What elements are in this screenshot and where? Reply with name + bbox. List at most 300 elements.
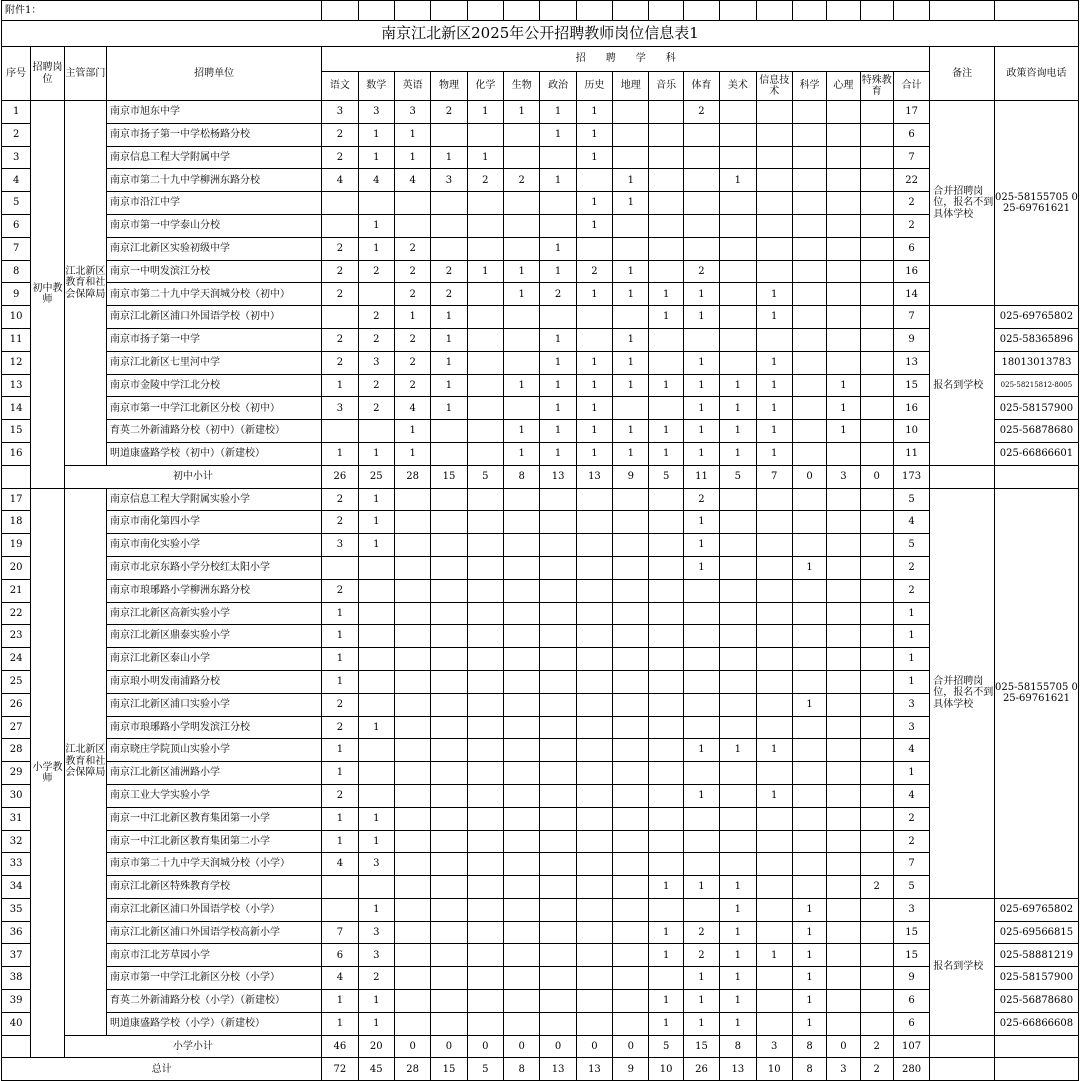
subtotal-cell: 7 <box>756 465 792 488</box>
header-phone: 政策咨询电话 <box>994 47 1078 101</box>
unit-name: 南京市琅琊路小学明发滨江分校 <box>107 716 322 739</box>
count-cell: 1 <box>756 283 792 306</box>
count-cell: 1 <box>756 420 792 443</box>
count-cell <box>613 762 649 785</box>
count-cell <box>860 283 893 306</box>
count-cell <box>756 534 792 557</box>
count-cell <box>431 420 467 443</box>
count-cell: 2 <box>431 283 467 306</box>
count-cell: 1 <box>827 374 860 397</box>
count-cell: 3 <box>322 397 358 420</box>
count-cell <box>649 898 683 921</box>
count-cell <box>683 146 719 169</box>
count-cell <box>860 328 893 351</box>
count-cell: 2 <box>394 351 430 374</box>
count-cell <box>394 784 430 807</box>
table-row <box>2 488 1079 511</box>
count-cell <box>431 579 467 602</box>
count-cell: 2 <box>322 123 358 146</box>
row-seq: 26 <box>2 693 31 716</box>
count-cell <box>431 944 467 967</box>
count-cell: 2 <box>893 579 929 602</box>
blank-cell <box>2 1035 31 1058</box>
total-cell: 8 <box>504 1058 540 1081</box>
table-row <box>2 123 1079 146</box>
count-cell: 4 <box>394 397 430 420</box>
count-cell <box>860 784 893 807</box>
subtotal-label: 小学小计 <box>64 1035 322 1058</box>
count-cell <box>613 101 649 124</box>
subtotal-cell: 0 <box>431 1035 467 1058</box>
count-cell <box>467 807 503 830</box>
total-cell: 26 <box>683 1058 719 1081</box>
count-cell <box>394 534 430 557</box>
total-cell: 13 <box>720 1058 756 1081</box>
count-cell <box>613 488 649 511</box>
unit-name: 南京江北新区浦口外国语学校高新小学 <box>107 921 322 944</box>
count-cell <box>540 693 576 716</box>
count-cell <box>756 214 792 237</box>
count-cell <box>576 306 612 329</box>
total-cell: 8 <box>792 1058 826 1081</box>
count-cell <box>720 762 756 785</box>
count-cell <box>394 693 430 716</box>
count-cell <box>827 511 860 534</box>
count-cell: 1 <box>613 351 649 374</box>
count-cell <box>394 214 430 237</box>
count-cell <box>720 693 756 716</box>
count-cell <box>756 625 792 648</box>
count-cell: 1 <box>792 556 826 579</box>
total-row <box>2 1058 1079 1081</box>
count-cell: 1 <box>322 648 358 671</box>
count-cell <box>683 328 719 351</box>
subtotal-cell: 0 <box>860 465 893 488</box>
count-cell: 3 <box>893 716 929 739</box>
count-cell <box>827 625 860 648</box>
table-row <box>2 328 1079 351</box>
count-cell <box>576 625 612 648</box>
count-cell: 1 <box>683 784 719 807</box>
count-cell <box>540 511 576 534</box>
count-cell <box>467 670 503 693</box>
row-seq: 30 <box>2 784 31 807</box>
header-subject: 美术 <box>720 72 756 101</box>
count-cell: 1 <box>576 420 612 443</box>
unit-name: 南京市北京东路小学分校红太阳小学 <box>107 556 322 579</box>
subtotal-cell: 25 <box>358 465 394 488</box>
count-cell <box>683 192 719 215</box>
count-cell <box>860 306 893 329</box>
count-cell: 1 <box>394 306 430 329</box>
count-cell <box>394 556 430 579</box>
count-cell: 2 <box>322 237 358 260</box>
count-cell: 1 <box>720 739 756 762</box>
count-cell <box>540 579 576 602</box>
count-cell <box>860 807 893 830</box>
count-cell <box>540 602 576 625</box>
count-cell: 3 <box>893 693 929 716</box>
count-cell <box>756 123 792 146</box>
count-cell: 5 <box>893 876 929 899</box>
table-row <box>2 830 1079 853</box>
unit-name: 南京江北新区特殊教育学校 <box>107 876 322 899</box>
count-cell <box>860 534 893 557</box>
count-cell: 2 <box>394 374 430 397</box>
count-cell <box>358 784 394 807</box>
count-cell <box>504 1012 540 1035</box>
count-cell: 1 <box>756 306 792 329</box>
subtotal-cell: 15 <box>431 465 467 488</box>
header-subject: 体育 <box>683 72 719 101</box>
count-cell: 1 <box>792 898 826 921</box>
count-cell <box>322 214 358 237</box>
count-cell <box>431 693 467 716</box>
header-remark: 备注 <box>930 47 995 101</box>
count-cell: 2 <box>860 876 893 899</box>
count-cell <box>792 283 826 306</box>
blank-cell <box>930 1035 995 1058</box>
count-cell <box>756 169 792 192</box>
count-cell: 1 <box>358 511 394 534</box>
count-cell: 1 <box>893 602 929 625</box>
count-cell <box>467 511 503 534</box>
count-cell: 1 <box>358 534 394 557</box>
table-row <box>2 420 1079 443</box>
count-cell: 1 <box>576 351 612 374</box>
blank-cell <box>994 1058 1078 1081</box>
count-cell <box>683 169 719 192</box>
count-cell: 3 <box>322 101 358 124</box>
count-cell: 1 <box>720 397 756 420</box>
count-cell <box>504 214 540 237</box>
count-cell <box>649 123 683 146</box>
phone-cell: 025-66866608 <box>994 1012 1078 1035</box>
count-cell <box>613 534 649 557</box>
count-cell <box>613 830 649 853</box>
row-seq: 39 <box>2 990 31 1013</box>
subtotal-cell: 0 <box>504 1035 540 1058</box>
count-cell <box>860 511 893 534</box>
count-cell: 2 <box>540 283 576 306</box>
table-row <box>2 762 1079 785</box>
count-cell <box>756 328 792 351</box>
count-cell: 2 <box>394 283 430 306</box>
table-row <box>2 374 1079 397</box>
table-row <box>2 625 1079 648</box>
count-cell: 1 <box>792 921 826 944</box>
count-cell <box>683 762 719 785</box>
count-cell: 1 <box>467 260 503 283</box>
count-cell: 2 <box>322 488 358 511</box>
count-cell <box>467 192 503 215</box>
table-row <box>2 648 1079 671</box>
count-cell: 1 <box>394 123 430 146</box>
count-cell <box>720 534 756 557</box>
count-cell <box>504 306 540 329</box>
count-cell <box>576 990 612 1013</box>
count-cell <box>720 260 756 283</box>
count-cell <box>683 830 719 853</box>
count-cell <box>792 739 826 762</box>
table-row <box>2 237 1079 260</box>
count-cell <box>467 853 503 876</box>
row-seq: 5 <box>2 192 31 215</box>
header-subject: 语文 <box>322 72 358 101</box>
subtotal-cell: 0 <box>394 1035 430 1058</box>
blank-cell <box>994 1035 1078 1058</box>
table-row <box>2 967 1079 990</box>
count-cell <box>792 716 826 739</box>
count-cell <box>720 192 756 215</box>
count-cell: 3 <box>431 169 467 192</box>
count-cell <box>540 967 576 990</box>
title-row <box>2 21 1079 47</box>
count-cell <box>504 990 540 1013</box>
count-cell <box>827 739 860 762</box>
count-cell <box>792 169 826 192</box>
count-cell <box>860 670 893 693</box>
count-cell <box>613 921 649 944</box>
count-cell <box>576 1012 612 1035</box>
table-row <box>2 693 1079 716</box>
count-cell <box>613 214 649 237</box>
phone-cell: 025-58155705 025-69761621 <box>994 488 1078 898</box>
count-cell: 1 <box>893 625 929 648</box>
count-cell <box>431 876 467 899</box>
unit-name: 南京市金陵中学江北分校 <box>107 374 322 397</box>
count-cell <box>613 990 649 1013</box>
count-cell <box>756 260 792 283</box>
count-cell <box>756 648 792 671</box>
count-cell: 1 <box>540 328 576 351</box>
count-cell <box>613 556 649 579</box>
count-cell <box>576 328 612 351</box>
unit-name: 南京江北新区浦洲路小学 <box>107 762 322 785</box>
table-row <box>2 214 1079 237</box>
subtotal-cell: 0 <box>792 465 826 488</box>
count-cell: 1 <box>576 146 612 169</box>
count-cell <box>860 967 893 990</box>
count-cell <box>540 488 576 511</box>
count-cell: 4 <box>358 169 394 192</box>
count-cell <box>540 853 576 876</box>
count-cell: 1 <box>649 944 683 967</box>
unit-name: 南京市扬子第一中学 <box>107 328 322 351</box>
count-cell: 7 <box>893 853 929 876</box>
unit-name: 南京江北新区鼎泰实验小学 <box>107 625 322 648</box>
count-cell <box>467 374 503 397</box>
count-cell: 1 <box>683 306 719 329</box>
count-cell: 2 <box>431 101 467 124</box>
count-cell <box>322 192 358 215</box>
count-cell: 1 <box>431 397 467 420</box>
count-cell <box>394 990 430 1013</box>
count-cell: 2 <box>358 374 394 397</box>
count-cell <box>860 397 893 420</box>
count-cell <box>431 602 467 625</box>
count-cell <box>827 807 860 830</box>
subtotal-cell: 3 <box>827 465 860 488</box>
count-cell <box>467 830 503 853</box>
unit-name: 南京市第二十九中学天润城分校（小学） <box>107 853 322 876</box>
count-cell: 1 <box>683 420 719 443</box>
count-cell <box>827 260 860 283</box>
count-cell: 1 <box>720 169 756 192</box>
count-cell: 2 <box>893 556 929 579</box>
count-cell <box>576 853 612 876</box>
table-row <box>2 716 1079 739</box>
count-cell <box>540 648 576 671</box>
total-cell: 13 <box>540 1058 576 1081</box>
count-cell <box>860 556 893 579</box>
count-cell: 1 <box>792 944 826 967</box>
count-cell: 1 <box>893 762 929 785</box>
subtotal-label: 初中小计 <box>64 465 322 488</box>
count-cell: 3 <box>394 101 430 124</box>
count-cell <box>467 898 503 921</box>
count-cell: 4 <box>394 169 430 192</box>
count-cell <box>649 169 683 192</box>
count-cell <box>576 784 612 807</box>
unit-name: 南京市南化实验小学 <box>107 534 322 557</box>
count-cell <box>860 898 893 921</box>
count-cell: 4 <box>893 784 929 807</box>
count-cell <box>756 556 792 579</box>
count-cell: 1 <box>792 967 826 990</box>
row-seq: 16 <box>2 442 31 465</box>
count-cell <box>431 442 467 465</box>
unit-name: 南京江北新区泰山小学 <box>107 648 322 671</box>
count-cell: 1 <box>683 739 719 762</box>
count-cell <box>613 306 649 329</box>
unit-name: 明道康盛路学校（初中）（新建校） <box>107 442 322 465</box>
count-cell <box>322 420 358 443</box>
count-cell: 1 <box>504 101 540 124</box>
count-cell: 1 <box>576 374 612 397</box>
subtotal-row <box>2 465 1079 488</box>
count-cell <box>756 693 792 716</box>
count-cell <box>756 876 792 899</box>
unit-name: 南京江北新区浦口外国语学校（小学） <box>107 898 322 921</box>
count-cell: 1 <box>322 1012 358 1035</box>
count-cell: 1 <box>322 990 358 1013</box>
total-cell: 13 <box>576 1058 612 1081</box>
count-cell <box>720 716 756 739</box>
count-cell <box>792 579 826 602</box>
subtotal-cell: 0 <box>576 1035 612 1058</box>
count-cell <box>394 192 430 215</box>
count-cell <box>649 101 683 124</box>
count-cell <box>540 670 576 693</box>
count-cell: 1 <box>467 146 503 169</box>
count-cell: 2 <box>893 807 929 830</box>
count-cell: 2 <box>322 351 358 374</box>
count-cell: 1 <box>720 374 756 397</box>
table-row <box>2 876 1079 899</box>
count-cell <box>504 807 540 830</box>
total-cell: 5 <box>467 1058 503 1081</box>
count-cell: 1 <box>540 123 576 146</box>
count-cell <box>649 397 683 420</box>
unit-name: 南京一中江北新区教育集团第二小学 <box>107 830 322 853</box>
count-cell: 1 <box>827 397 860 420</box>
count-cell <box>827 693 860 716</box>
count-cell <box>860 374 893 397</box>
row-seq: 29 <box>2 762 31 785</box>
count-cell: 1 <box>756 442 792 465</box>
subtotal-cell: 3 <box>756 1035 792 1058</box>
count-cell: 1 <box>322 625 358 648</box>
row-seq: 13 <box>2 374 31 397</box>
table-row <box>2 807 1079 830</box>
count-cell <box>576 648 612 671</box>
count-cell <box>860 442 893 465</box>
count-cell <box>649 579 683 602</box>
count-cell <box>540 1012 576 1035</box>
count-cell: 2 <box>358 967 394 990</box>
count-cell: 4 <box>893 739 929 762</box>
count-cell <box>504 123 540 146</box>
blank-cell <box>930 465 995 488</box>
header-subject: 数学 <box>358 72 394 101</box>
count-cell <box>613 648 649 671</box>
count-cell <box>827 237 860 260</box>
count-cell <box>683 648 719 671</box>
post-cell: 初中教师 <box>31 101 64 489</box>
count-cell <box>504 921 540 944</box>
phone-cell: 025-58157900 <box>994 397 1078 420</box>
count-cell <box>613 670 649 693</box>
count-cell <box>860 716 893 739</box>
count-cell: 1 <box>613 169 649 192</box>
count-cell <box>504 192 540 215</box>
count-cell: 1 <box>322 762 358 785</box>
count-cell <box>431 214 467 237</box>
count-cell <box>576 807 612 830</box>
count-cell <box>720 784 756 807</box>
row-seq: 15 <box>2 420 31 443</box>
header-seq: 序号 <box>2 47 31 101</box>
phone-cell: 025-58881219 <box>994 944 1078 967</box>
count-cell: 1 <box>683 534 719 557</box>
row-seq: 35 <box>2 898 31 921</box>
count-cell <box>683 807 719 830</box>
count-cell <box>467 944 503 967</box>
count-cell <box>394 898 430 921</box>
count-cell: 1 <box>576 442 612 465</box>
table-row <box>2 784 1079 807</box>
count-cell <box>860 990 893 1013</box>
count-cell <box>720 488 756 511</box>
table-row <box>2 397 1079 420</box>
count-cell <box>576 169 612 192</box>
table-row <box>2 921 1079 944</box>
count-cell: 1 <box>431 146 467 169</box>
table-row <box>2 670 1079 693</box>
total-cell: 280 <box>893 1058 929 1081</box>
count-cell: 1 <box>322 739 358 762</box>
count-cell <box>431 534 467 557</box>
count-cell <box>504 967 540 990</box>
count-cell <box>504 534 540 557</box>
subtotal-cell: 26 <box>322 465 358 488</box>
count-cell <box>540 534 576 557</box>
count-cell <box>792 237 826 260</box>
count-cell: 1 <box>358 237 394 260</box>
count-cell <box>467 442 503 465</box>
count-cell: 1 <box>613 260 649 283</box>
